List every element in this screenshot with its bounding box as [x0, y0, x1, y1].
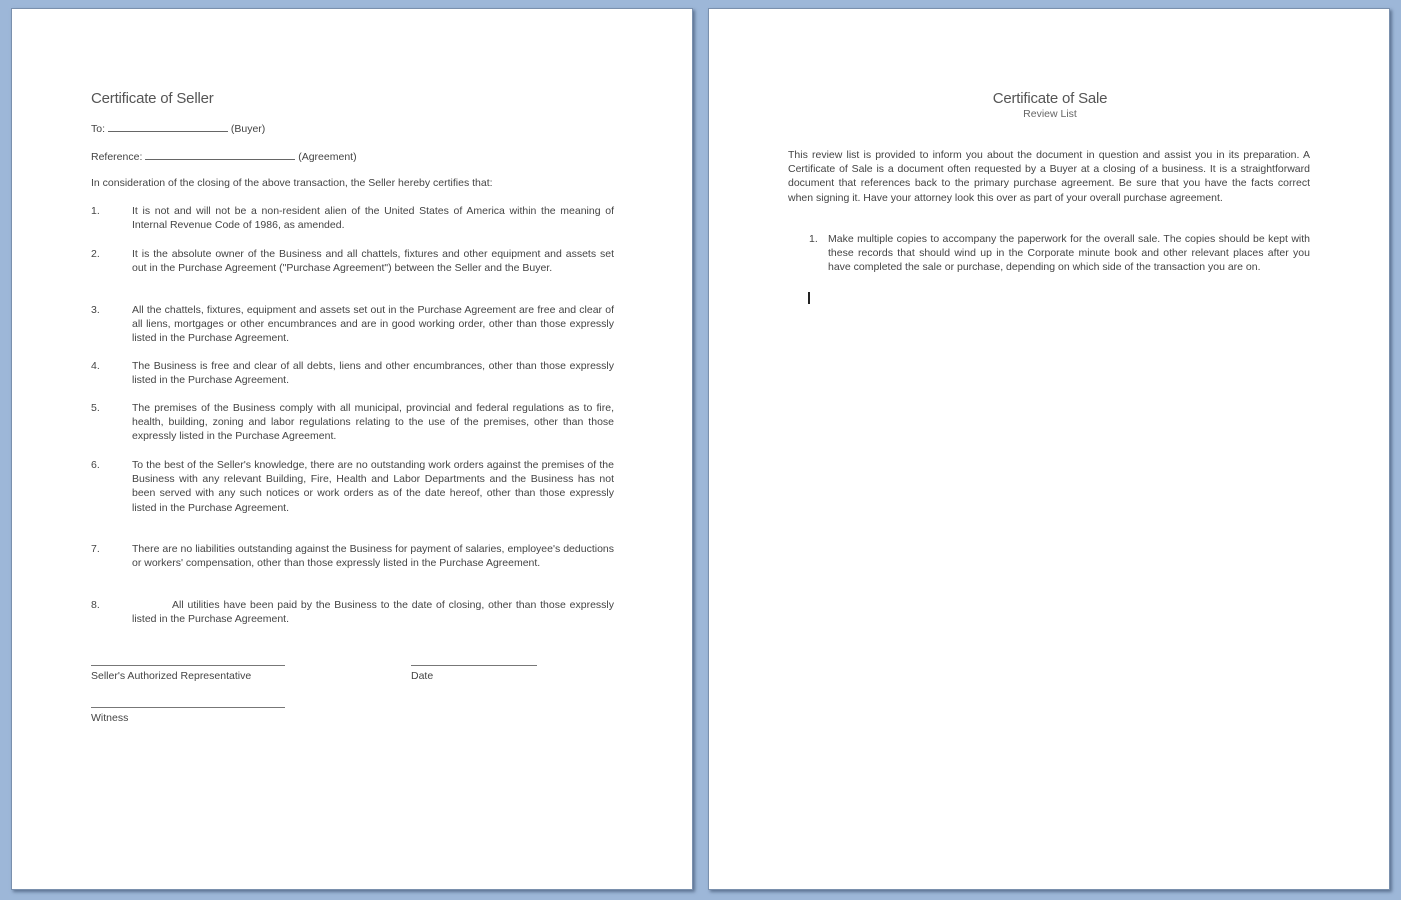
- signature-line[interactable]: [91, 665, 285, 666]
- item-number: 7.: [91, 543, 100, 555]
- item-number: 6.: [91, 459, 100, 471]
- intro-paragraph: This review list is provided to inform you about the document in question and assist you in its preparation. A Certificate of Sale is a document often requested by a Buyer at a closing of a business. It is a straightforward document that references back to the primary purchase agreement. Be sure that you have the facts correct when signing it. Have your attorney look this over as part of your overall purchase agreement.: [788, 149, 1310, 204]
- date-label: Date: [411, 670, 434, 682]
- item-number: 5.: [91, 402, 100, 414]
- page-title: Certificate of Sale: [992, 90, 1108, 107]
- signature-label: Seller's Authorized Representative: [91, 670, 252, 682]
- item-text: The premises of the Business comply with all municipal, provincial and federal regulations as to fire, health, building, zoning and labor regulations relating to the use of the premises, other than those expressly listed in the Purchase Agreement.: [132, 402, 614, 443]
- buyer-blank-field[interactable]: [108, 120, 228, 132]
- page-subtitle: Review List: [1023, 108, 1077, 120]
- item-text: All the chattels, fixtures, equipment and assets set out in the Purchase Agreement are free and clear of all liens, mortgages or other encumbrances and are in good working order, other than those expressly listed in the Purchase Agreement.: [132, 304, 614, 345]
- item-number: 1.: [809, 233, 818, 245]
- item-text: There are no liabilities outstanding against the Business for payment of salaries, employee's deductions or workers' compensation, other than those expressly listed in the Purchase Agreement.: [132, 543, 614, 570]
- text-cursor: [808, 292, 810, 304]
- item-number: 2.: [91, 248, 100, 260]
- item-text: The Business is free and clear of all debts, liens and other encumbrances, other than those expressly listed in the Purchase Agreement.: [132, 360, 614, 387]
- item-text: It is not and will not be a non-resident alien of the United States of America within the meaning of Internal Revenue Code of 1986, as amended.: [132, 205, 614, 232]
- to-suffix: (Buyer): [230, 123, 266, 135]
- agreement-blank-field[interactable]: [145, 148, 295, 160]
- item-number: 8.: [91, 599, 100, 611]
- document-page-left: [11, 8, 693, 890]
- to-line: [91, 120, 265, 136]
- witness-line[interactable]: [91, 707, 285, 708]
- page-title: Certificate of Seller: [91, 90, 214, 107]
- witness-label: Witness: [91, 712, 129, 724]
- item-number: 1.: [91, 205, 100, 217]
- document-page-right: [708, 8, 1390, 890]
- reference-label: Reference:: [91, 151, 143, 163]
- intro-paragraph: In consideration of the closing of the above transaction, the Seller hereby certifies that:: [91, 177, 493, 189]
- item-number: 4.: [91, 360, 100, 372]
- item-number: 3.: [91, 304, 100, 316]
- to-label: To:: [91, 123, 106, 135]
- item-text: To the best of the Seller's knowledge, there are no outstanding work orders against the premises of the Business with any relevant Building, Fire, Health and Labor Departments and the Business has not been served with any such notices or work orders as of the date hereof, other than those expressly listed in the Purchase Agreement.: [132, 459, 614, 514]
- item-text: It is the absolute owner of the Business and all chattels, fixtures and other equipment and assets set out in the Purchase Agreement ("Purchase Agreement") between the Seller and the Buyer.: [132, 248, 614, 275]
- reference-suffix: (Agreement): [298, 151, 357, 163]
- item-text: All utilities have been paid by the Business to the date of closing, other than those expressly listed in the Purchase Agreement.: [132, 599, 614, 626]
- date-line[interactable]: [411, 665, 537, 666]
- item-text: Make multiple copies to accompany the paperwork for the overall sale. The copies should be kept with these records that should wind up in the Corporate minute book and other relevant places after you have completed the sale or purchase, depending on which side of the transaction you are on.: [828, 233, 1310, 274]
- reference-line: [91, 148, 357, 164]
